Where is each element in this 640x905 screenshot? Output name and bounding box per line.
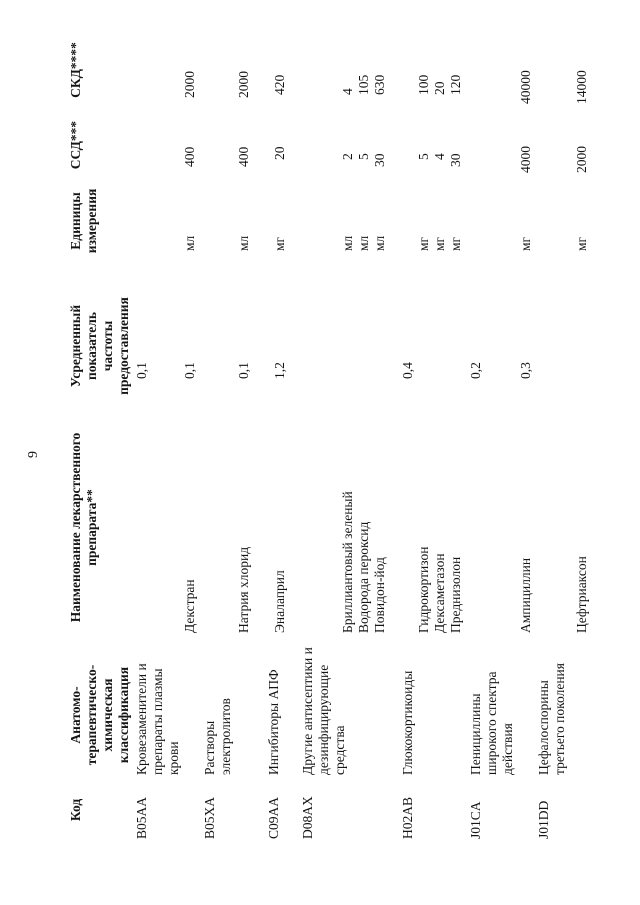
row-drug: Цефтриаксон — [574, 556, 589, 633]
row-code: C09AA — [266, 796, 281, 839]
row-drug: Дексаметазон — [432, 553, 447, 633]
row-ssd: 30 — [372, 153, 387, 167]
row-unit: мг — [574, 236, 589, 251]
row-unit: мл — [340, 235, 355, 251]
header-drug-name: Наименование лекарственного препарата** — [68, 432, 99, 623]
row-average: 0,3 — [518, 362, 533, 379]
row-ssd: 400 — [236, 146, 251, 167]
row-average: 0,1 — [236, 362, 251, 379]
row-code: H02AB — [400, 796, 415, 839]
header-average-frequency: Усредненный показатель частоты предоставления — [68, 297, 131, 395]
row-unit: мл — [236, 235, 251, 251]
row-skd: 630 — [372, 74, 387, 95]
header-skd: СКД**** — [68, 42, 83, 98]
row-classification: Кровезаменители и препараты плазмы крови — [134, 663, 181, 775]
row-skd: 40000 — [518, 70, 533, 104]
row-skd: 120 — [448, 74, 463, 95]
row-unit: мг — [272, 236, 287, 251]
row-ssd: 5 — [416, 153, 431, 160]
row-skd: 105 — [356, 74, 371, 95]
row-code: J01CA — [468, 801, 483, 839]
row-classification: Пенициллины широкого спектра действия — [468, 671, 515, 775]
row-unit: мг — [432, 236, 447, 251]
row-ssd: 20 — [272, 146, 287, 160]
row-ssd: 30 — [448, 153, 463, 167]
row-drug: Преднизолон — [448, 556, 463, 633]
row-skd: 2000 — [236, 71, 251, 98]
row-skd: 2000 — [182, 71, 197, 98]
header-ssd: ССД*** — [68, 120, 83, 170]
row-ssd: 5 — [356, 153, 371, 160]
row-unit: мг — [416, 236, 431, 251]
row-code: D08AX — [300, 796, 315, 839]
row-ssd: 2000 — [574, 146, 589, 173]
row-ssd: 4000 — [518, 146, 533, 173]
row-average: 0,1 — [134, 362, 149, 379]
row-classification: Ингибиторы АПФ — [266, 669, 281, 775]
row-skd: 14000 — [574, 70, 589, 104]
page-number: 9 — [26, 451, 41, 458]
row-unit: мг — [518, 236, 533, 251]
row-classification: Другие антисептики и дезинфицирующие средства — [300, 647, 347, 775]
row-code: B05XA — [202, 796, 217, 839]
header-units: Единицы измерения — [68, 188, 99, 254]
row-skd: 420 — [272, 74, 287, 95]
row-drug: Водорода пероксид — [356, 521, 371, 633]
row-drug: Ампициллин — [518, 557, 533, 633]
row-average: 0,1 — [182, 362, 197, 379]
header-code: Код — [68, 798, 83, 822]
row-classification: Растворы электролитов — [202, 698, 233, 775]
row-drug: Бриллиантовый зеленый — [340, 491, 355, 633]
row-drug: Декстран — [182, 579, 197, 633]
row-unit: мл — [372, 235, 387, 251]
row-average: 1,2 — [272, 362, 287, 379]
row-drug: Эналаприл — [272, 570, 287, 633]
row-unit: мг — [448, 236, 463, 251]
row-skd: 4 — [340, 88, 355, 95]
row-drug: Гидрокортизон — [416, 546, 431, 633]
row-ssd: 400 — [182, 146, 197, 167]
row-unit: мл — [182, 235, 197, 251]
row-average: 0,4 — [400, 362, 415, 379]
row-unit: мл — [356, 235, 371, 251]
row-ssd: 2 — [340, 153, 355, 160]
row-ssd: 4 — [432, 153, 447, 160]
row-classification: Цефалоспорины третьего поколения — [536, 663, 567, 775]
header-classification: Анатомо-терапевтическо-химическая классификация — [68, 664, 131, 766]
row-code: B05AA — [134, 796, 149, 839]
row-skd: 100 — [416, 74, 431, 95]
row-classification: Глюкокортикоиды — [400, 670, 415, 775]
row-average: 0,2 — [468, 362, 483, 379]
row-code: J01DD — [536, 800, 551, 839]
row-drug: Натрия хлорид — [236, 546, 251, 633]
row-skd: 20 — [432, 81, 447, 95]
row-drug: Повидон-йод — [372, 557, 387, 633]
